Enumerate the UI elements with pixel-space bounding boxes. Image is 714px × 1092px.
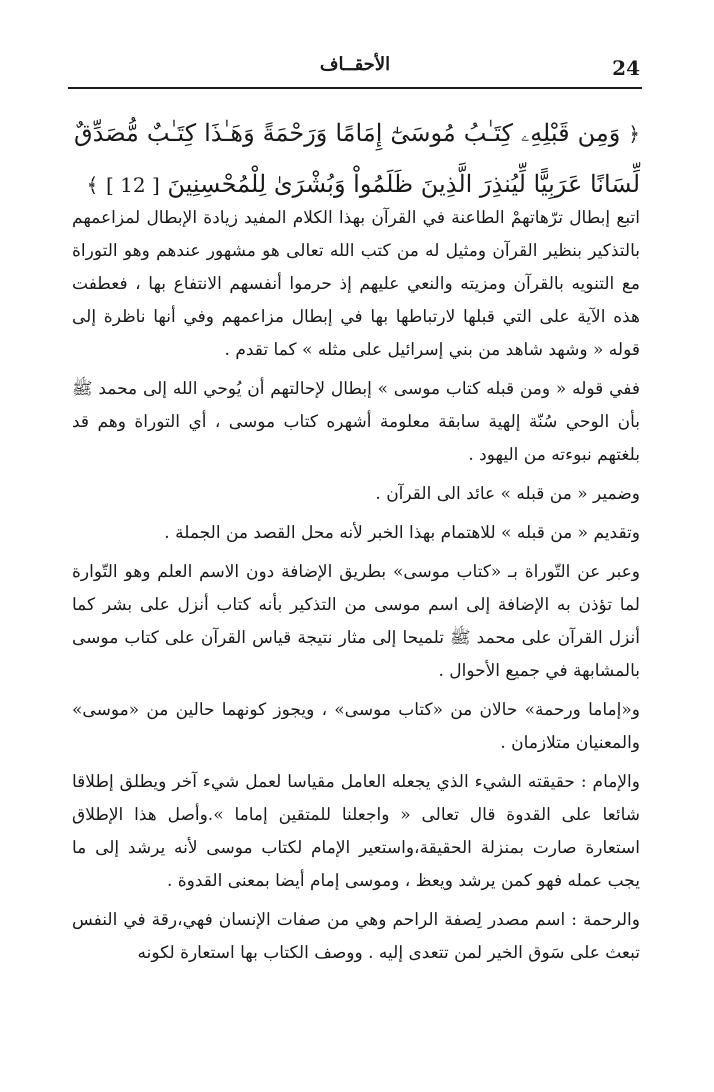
verse-text: وَمِن قَبْلِهِۦ كِتَـٰبُ مُوسَىٰٓ إِمَامًا وَرَحْمَةً وَهَـٰذَا كِتَـٰبٌ مُّصَدِّقٌ لِّسَانًا عَرَبِيًّا لِّيُنذِرَ الَّذِينَ ظَلَمُواْ وَبُشْرَىٰ لِلْمُحْسِنِينَ [74,119,640,198]
paragraph: والإمام : حقيقته الشيء الذي يجعله العامل مقياسا لعمل شيء آخر ويطلق إطلاقا شائعا على القدوة قال تعالى « واجعلنا للمتقين إماما ».وأصل هذا الإطلاق استعارة صارت بمنزلة الحقيقة،واستعير الإمام لكتاب موسى لأنه يرشد إلى ما يجب عمله فهو كمن يرشد ويعظ ، وموسى إمام أيضا بمعنى القدوة . [72,772,640,891]
paragraph: والرحمة : اسم مصدر لِصفة الراحم وهي من صفات الإنسان فهي،رقة في النفس تبعث على سَوق الخير لمن تتعدى إليه . ووصف الكتاب بها استعارة لكونه [72,910,640,963]
paragraph: وضمير « من قبله » عائد الى القرآن . [375,484,640,504]
paragraph: و«إماما ورحمة» حالان من «كتاب موسى» ، ويجوز كونهما حالين من «موسى» والمعنيان متلازمان . [72,700,640,753]
paragraph: اتبع إبطال ترّهاتهمْ الطاعنة في القرآن بهذا الكلام المفيد زيادة الإبطال لمزاعمهم بالتذكير بنظير القرآن ومثيل له من كتب الله تعالى هو مشهور عندهم وهو التوراة مع التنويه بالقرآن ومزيته والنعي عليهم إذ حرموا أنفسهم الانتفاع بها ، فعطفت هذه الآية على التي قبلها لارتباطها بها في إبطال مزاعمهم وفي أنها ناظرة إلى قوله « وشهد شاهد من بني إسرائيل على مثله » كما تقدم . [72,208,640,360]
commentary-body [72,202,640,976]
surah-title: الأحقــاف [319,54,391,75]
ayah-number: [ 12 ] [105,173,160,197]
paragraph: ففي قوله « ومن قبله كتاب موسى » إبطال لإحالتهم أن يُوحي الله إلى محمد ﷺ بأن الوحي سُنّة إلهية سابقة معلومة أشهره كتاب موسى ، أي التوراة وهم قد بلغتهم نبوءته من اليهود . [72,379,640,465]
paragraph: وعبر عن التّوراة بـ «كتاب موسى» بطريق الإضافة دون الاسم العلم وهو التّوارة لما تؤذن به الإضافة إلى اسم موسى من التذكير بأنه كتاب أنزل على بشر كما أنزل القرآن على محمد ﷺ تلميحا إلى مثار نتيجة قياس القرآن على كتاب موسى بالمشابهة في جميع الأحوال . [72,562,640,681]
page-header [70,52,640,86]
verse-close-ornament: ﴾ [86,173,99,197]
page-number: 24 [612,56,640,80]
quran-verse [74,108,640,210]
header-divider [68,87,642,89]
paragraph: وتقديم « من قبله » للاهتمام بهذا الخبر لأنه محل القصد من الجملة . [164,523,640,543]
verse-open-ornament: ﴿ [628,122,640,146]
